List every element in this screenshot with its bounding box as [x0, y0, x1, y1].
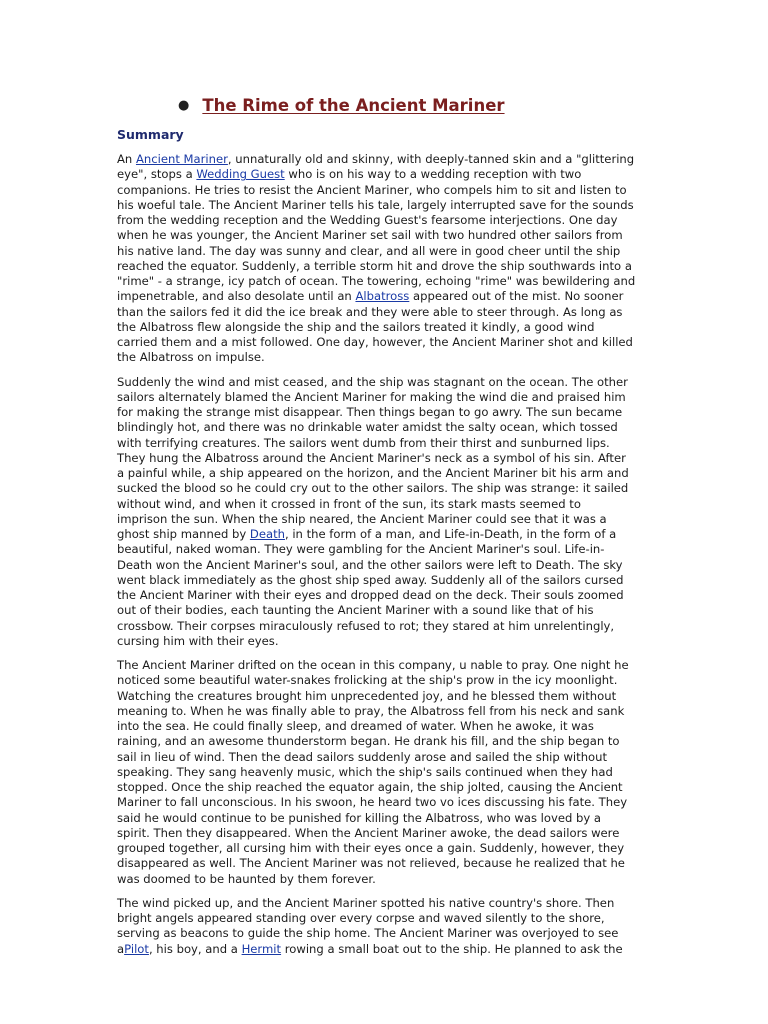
text-line: [117, 704, 662, 719]
text-run: a painful while, a ship appeared on the horizon, and the Ancient Mariner bit his arm and: [117, 466, 629, 480]
text-line: [117, 673, 662, 688]
text-line: [117, 405, 662, 420]
text-run: who is on his way to a wedding reception with two: [284, 167, 582, 182]
text-line: [117, 926, 662, 941]
text-run: They hung the Albatross around the Ancient Mariner's neck as a symbol of his sin. After: [117, 450, 626, 465]
text-run: imprison the sun. When the ship neared, the Ancient Mariner could see that it was a: [117, 511, 607, 526]
text-line: [117, 390, 662, 405]
link-pilot[interactable]: Pilot: [124, 941, 149, 956]
text-line: [117, 213, 662, 228]
text-line: [117, 436, 662, 451]
summary-body: [117, 152, 662, 966]
text-run: spirit. Then they disappeared. When the Ancient Mariner awoke, the dead sailors were: [117, 825, 620, 840]
paragraph-3: [117, 658, 662, 887]
text-line: [117, 274, 662, 289]
text-run: , his boy, and a: [148, 941, 242, 956]
link-hermit[interactable]: Hermit: [241, 941, 282, 956]
text-line: [117, 573, 662, 588]
text-run: from the wedding reception and the Wedding Guest's fearsome interjections. One day: [117, 213, 618, 227]
text-line: [117, 152, 662, 167]
text-line: [117, 658, 662, 673]
text-line: [117, 588, 662, 603]
text-line: [117, 811, 662, 826]
text-run: than the sailors fed it did the ice break and they were able to steer through. As long as: [117, 304, 623, 319]
text-line: [117, 350, 662, 365]
text-run: The Ancient Mariner drifted on the ocean in this company, u nable to pray. One night he: [117, 658, 629, 672]
text-run: eye", stops a: [117, 167, 197, 182]
paragraph-4: [117, 896, 662, 957]
link-death[interactable]: Death: [249, 527, 285, 541]
text-run: rowing a small boat out to the ship. He planned to ask the: [281, 941, 623, 956]
text-line: [117, 305, 662, 320]
text-run: , unnaturally old and skinny, with deeply-tanned skin and a "glittering: [227, 152, 635, 166]
text-run: cursing him with their eyes.: [117, 633, 279, 648]
text-run: impenetrable, and also desolate until an: [117, 289, 356, 304]
text-run: companions. He tries to resist the Ancient Mariner, who compels him to sit and listen to: [117, 182, 627, 197]
text-line: [117, 872, 662, 887]
text-run: Mariner to fall unconscious. In his swoon, he heard two vo ices discussing his fate. They: [117, 795, 628, 810]
text-line: [117, 689, 662, 704]
text-run: Death won the Ancient Mariner's soul, and the other sailors were left to Death. The sky: [117, 557, 623, 572]
text-run: his woeful tale. The Ancient Mariner tells his tale, largely interrupted save for the sounds: [117, 197, 634, 212]
text-run: for making the strange mist disappear. Then things began to go awry. The sun became: [117, 405, 623, 419]
text-line: [117, 634, 662, 649]
text-line: [117, 719, 662, 734]
text-line: [117, 841, 662, 856]
text-run: noticed some beautiful water-snakes frolicking at the ship's prow in the icy moonlight.: [117, 673, 618, 688]
paragraph-2: [117, 375, 662, 650]
text-run: Suddenly the wind and mist ceased, and the ship was stagnant on the ocean. The other: [117, 374, 628, 389]
text-line: [117, 896, 662, 911]
text-line: [117, 451, 662, 466]
title-row: [178, 96, 505, 115]
text-run: grouped together, all cursing him with their eyes once a gain. Suddenly, however, they: [117, 841, 625, 855]
text-run: sailors alternately blamed the Ancient Mariner for making the wind die and praised him: [117, 389, 626, 404]
text-line: [117, 795, 662, 810]
text-line: [117, 911, 662, 926]
text-line: [117, 466, 662, 481]
text-line: [117, 375, 662, 390]
text-line: [117, 335, 662, 350]
text-run: An: [117, 152, 136, 166]
text-run: the Albatross on impulse.: [117, 350, 265, 365]
text-line: [117, 259, 662, 274]
text-run: crossbow. Their corpses miraculously refused to rot; they stared at him unrelentingly,: [117, 618, 615, 633]
text-run: disappeared as well. The Ancient Mariner was not relieved, because he realized that he: [117, 856, 625, 871]
text-line: [117, 198, 662, 213]
text-line: [117, 481, 662, 496]
text-run: sail in lieu of wind. Then the dead sailors suddenly arose and sailed the ship without: [117, 749, 608, 764]
text-line: [117, 734, 662, 749]
text-line: [117, 244, 662, 259]
text-line: [117, 420, 662, 435]
text-run: raining, and an awesome thunderstorm began. He drank his fill, and the ship began to: [117, 734, 620, 749]
text-run: out of their bodies, each taunting the Ancient Mariner with a sound like that of his: [117, 603, 594, 618]
text-run: without wind, and when it crossed in front of the sun, its stark masts seemed to: [117, 496, 581, 511]
summary-heading: Summary: [117, 127, 184, 142]
text-line: [117, 856, 662, 871]
text-line: [117, 320, 662, 335]
text-run: ghost ship manned by: [117, 527, 250, 541]
text-line: [117, 558, 662, 573]
text-run: into the sea. He could finally sleep, and dreamed of water. When he awoke, it was: [117, 719, 594, 733]
text-run: sucked the blood so he could cry out to the other sailors. The ship was strange: it sailed: [117, 481, 629, 496]
link-ancient-mariner[interactable]: Ancient Mariner: [135, 152, 228, 166]
text-run: stopped. Once the ship reached the equator again, the ship jolted, causing the Ancient: [117, 780, 623, 794]
text-run: carried them and a mist followed. One day, however, the Ancient Mariner shot and killed: [117, 335, 633, 349]
paragraph-1: [117, 152, 662, 366]
text-run: bright angels appeared standing over every corpse and waved silently to the shore,: [117, 911, 605, 925]
text-run: , in the form of a man, and Life-in-Death, in the form of a: [284, 527, 617, 541]
text-run: the Ancient Mariner with their eyes and dropped dead on the deck. Their souls zoomed: [117, 588, 624, 602]
text-line: [117, 826, 662, 841]
text-line: [117, 183, 662, 198]
text-run: when he was younger, the Ancient Mariner set sail with two hundred other sailors from: [117, 228, 623, 243]
text-line: [117, 750, 662, 765]
bullet-icon: ●: [178, 98, 190, 113]
text-run: went black immediately as the ghost ship sped away. Suddenly all of the sailors cursed: [117, 572, 624, 587]
text-run: Watching the creatures brought him unprecedented joy, and he blessed them without: [117, 688, 617, 703]
text-run: a: [117, 941, 125, 956]
text-run: his native land. The day was sunny and clear, and all were in good cheer until the ship: [117, 243, 621, 258]
text-run: the Albatross flew alongside the ship and the sailors treated it kindly, a good wind: [117, 319, 595, 334]
text-line: [117, 289, 662, 304]
text-line: [117, 497, 662, 512]
text-run: meaning to. When he was finally able to pray, the Albatross fell from his neck and sank: [117, 703, 625, 718]
text-run: appeared out of the mist. No sooner: [409, 289, 624, 304]
page-title[interactable]: The Rime of the Ancient Mariner: [202, 96, 505, 115]
text-line: [117, 512, 662, 527]
text-run: The wind picked up, and the Ancient Mariner spotted his native country's shore. Then: [117, 895, 615, 910]
text-run: blindingly hot, and there was no drinkable water amidst the salty ocean, which tossed: [117, 420, 618, 435]
text-line: [117, 167, 662, 182]
text-run: serving as beacons to guide the ship home. The Ancient Mariner was overjoyed to see: [117, 926, 619, 941]
text-run: reached the equator. Suddenly, a terrible storm hit and drove the ship southwards into a: [117, 258, 632, 273]
text-line: [117, 765, 662, 780]
text-line: [117, 780, 662, 795]
link-albatross[interactable]: Albatross: [355, 289, 410, 304]
text-line: [117, 527, 662, 542]
text-run: with terrifying creatures. The sailors went dumb from their thirst and sunburned lips.: [117, 435, 610, 450]
text-run: said he would continue to be punished for killing the Albatross, who was loved by a: [117, 810, 602, 825]
text-run: was doomed to be haunted by them forever.: [117, 871, 376, 886]
text-run: beautiful, naked woman. They were gambling for the Ancient Mariner's soul. Life-in-: [117, 542, 605, 557]
text-run: "rime" - a strange, icy patch of ocean. The towering, echoing "rime" was bewildering and: [117, 274, 636, 288]
link-wedding-guest[interactable]: Wedding Guest: [196, 167, 285, 182]
text-line: [117, 228, 662, 243]
text-run: speaking. They sang heavenly music, which the ship's sails continued when they had: [117, 764, 613, 779]
text-line: [117, 619, 662, 634]
text-line: [117, 542, 662, 557]
text-line: [117, 942, 662, 957]
text-line: [117, 603, 662, 618]
